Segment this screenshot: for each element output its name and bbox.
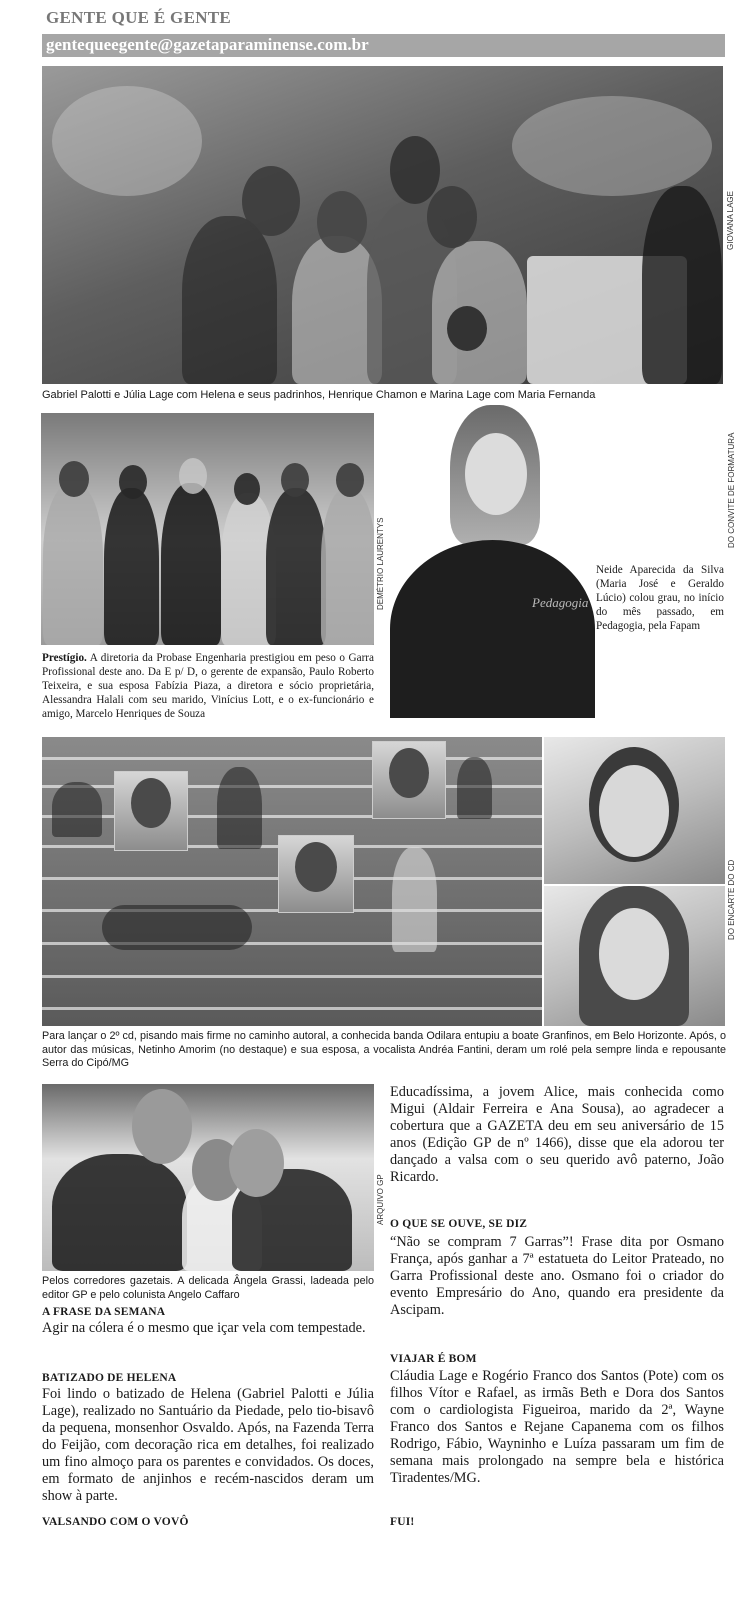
photo-credit-graduate: DO CONVITE DE FORMATURA <box>727 432 736 548</box>
text-frase-da-semana: Agir na cólera é o mesmo que içar vela com tempestade. <box>42 1320 366 1336</box>
section-title: GENTE QUE É GENTE <box>46 8 232 27</box>
photo-probase-team <box>41 413 374 645</box>
heading-o-que-se-ouve: O QUE SE OUVE, SE DIZ <box>390 1218 528 1230</box>
heading-batizado: BATIZADO DE HELENA <box>42 1372 177 1384</box>
photo-netinho-portrait <box>544 737 725 884</box>
photo-graduate: Pedagogia <box>390 405 595 718</box>
email-link[interactable]: gentequeegente@gazetaparaminense.com.br <box>46 35 369 54</box>
photo-gazeta-staff <box>42 1084 374 1271</box>
caption-gazeta: Pelos corredores gazetais. A delicada Ângela Grassi, ladeada pelo editor GP e pelo colunista Angelo Caffaro <box>42 1275 374 1301</box>
text-alice: Educadíssima, a jovem Alice, mais conhecida como Migui (Aldair Ferreira e Ana Sousa), ao agradecer a cobertura que a GAZETA deu em seu aniversário de 15 anos (Edição GP de nº 1466), disse que ela adorou ter dançado a valsa com o seu querido avô paterno, João Ricardo. <box>390 1084 724 1185</box>
caption-graduate: Neide Aparecida da Silva (Maria José e Geraldo Lúcio) colou grau, no início do mês passado, em Pedagogia, pela Fapam <box>596 564 724 632</box>
text-viajar: Cláudia Lage e Rogério Franco dos Santos (Pote) com os filhos Vítor e Rafael, as irmãs Beth e Dora dos Santos com o cardiologista Figueiroa, marido da 2ª, Wayne Franco dos Santos e Rejane Capanema com os filhos Rodrigo, Fábio, Wayninho e Luíza passaram um fim de semana mais prolongado na sempre bela e histórica Tiradentes/MG. <box>390 1368 724 1486</box>
email-bar <box>42 34 725 57</box>
photo-credit-gazeta: ARQUIVO GP <box>376 1174 385 1225</box>
caption-text: A diretoria da Probase Engenharia prestigiou em peso o Garra Profissional deste ano. Da E p/ D, o gerente de expansão, Paulo Roberto Teixeira, e sua esposa Fabízia Piaza, a diretora e sócio proprietária, Alessandra Halali com seu marido, Vinícius Lott, e o ex-funcionário e amigo, Marcelo Henriques de Souza <box>42 652 374 720</box>
heading-frase-da-semana: A FRASE DA SEMANA <box>42 1306 166 1318</box>
photo-baptism <box>42 66 723 384</box>
caption-probase <box>42 651 374 721</box>
photo-band-stairs <box>42 737 542 1026</box>
caption-lead: Prestígio. <box>42 652 87 664</box>
text-o-que-se-ouve: “Não se compram 7 Garras”! Frase dita por Osmano França, após ganhar a 7ª estatueta do Leitor Prateado, no Garra Profissional deste ano. Osmano foi o criador do evento Empresário do Ano, quando era presidente da Ascipam. <box>390 1234 724 1318</box>
text-batizado: Foi lindo o batizado de Helena (Gabriel Palotti e Júlia Lage), realizado no Santuário da Piedade, pelo tio-bisavô da pequena, monsenhor Osvaldo. Após, na Fazenda Terra do Feijão, com decoração rica em detalhes, foi realizado um fino almoço para os parentes e convidados. Os doces, em formato de anjinhos e recém-nascidos deram um show à parte. <box>42 1386 374 1504</box>
photo-credit-probase: DEMÉTRIO LAURENTYS <box>376 517 385 610</box>
photo-credit-baptism: GIOVANA LAGE <box>726 191 735 250</box>
caption-band: Para lançar o 2º cd, pisando mais firme no caminho autoral, a conhecida banda Odilara entupiu a boate Granfinos, em Belo Horizonte. Após, o autor das músicas, Netinho Amorim (no destaque) e sua esposa, a vocalista Andréa Fantini, deram um rolé pela sempre linda e repousante Serra do Cipó/MG <box>42 1030 726 1069</box>
heading-valsando: VALSANDO COM O VOVÔ <box>42 1516 189 1528</box>
heading-viajar: VIAJAR É BOM <box>390 1353 477 1365</box>
heading-fui: FUI! <box>390 1516 415 1528</box>
photo-andrea-portrait <box>544 886 725 1026</box>
caption-baptism: Gabriel Palotti e Júlia Lage com Helena e seus padrinhos, Henrique Chamon e Marina Lage com Maria Fernanda <box>42 389 596 401</box>
photo-credit-band: DO ENCARTE DO CD <box>727 859 736 940</box>
